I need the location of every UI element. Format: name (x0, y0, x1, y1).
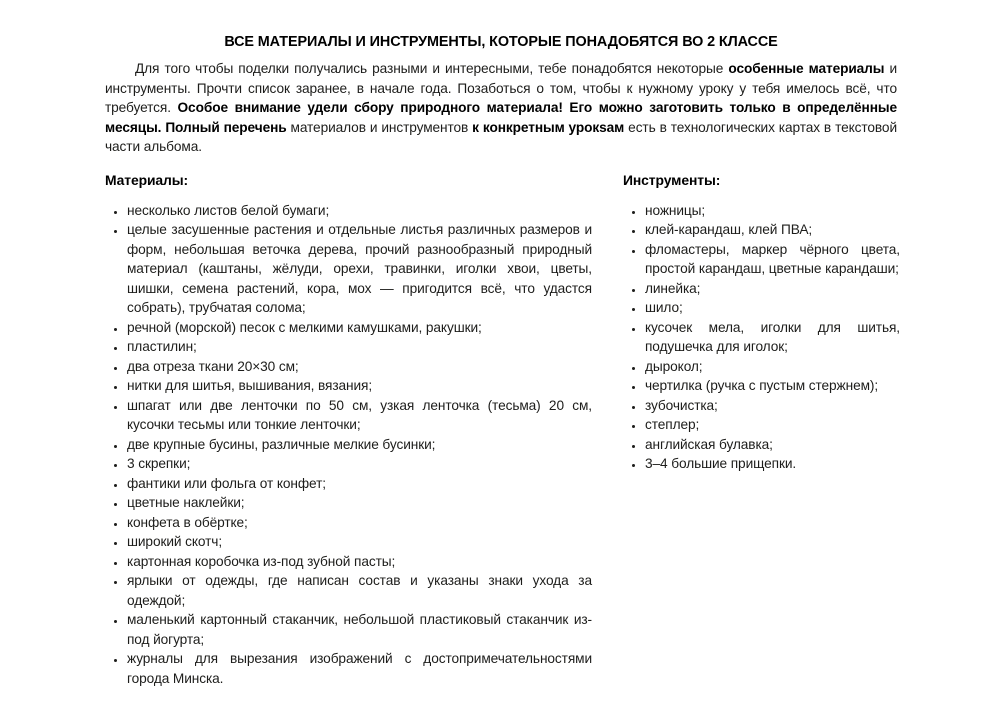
two-column-layout (105, 171, 900, 689)
list-item: • фантики или фольга от конфет; (127, 474, 592, 494)
list-item: • 3 скрепки; (127, 454, 592, 474)
list-item: • шпагат или две ленточки по 50 см, узкая ленточка (тесьма) 20 см, кусочки тесьмы или тонкие ленточки; (127, 396, 592, 435)
intro-text-segment: материалов и инструментов (286, 119, 473, 135)
list-item: • степлер; (645, 415, 900, 435)
list-item: • несколько листов белой бумаги; (127, 201, 592, 221)
materials-heading: Материалы: (105, 171, 189, 188)
page-title: ВСЕ МАТЕРИАЛЫ И ИНСТРУМЕНТЫ, КОТОРЫЕ ПОНАДОБЯТСЯ ВО 2 КЛАССЕ (224, 34, 778, 50)
list-item: • кусочек мела, иголки для шитья, подушечка для иголок; (645, 318, 900, 357)
list-item: • шило; (645, 298, 900, 318)
list-item: • ножницы; (645, 201, 900, 221)
materials-column (105, 171, 592, 689)
list-item: • маленький картонный стаканчик, небольшой пластиковый стаканчик из-под йогурта; (127, 610, 592, 649)
intro-bold-segment: Особое внимание удели сбору природного материала! Его можно заготовить только в определённые месяцы. Полный перечень (105, 100, 897, 135)
list-item: • зубочистка; (645, 396, 900, 416)
list-item: • конфета в обёртке; (127, 513, 592, 533)
list-item: • два отреза ткани 20×30 см; (127, 357, 592, 377)
intro-text-segment: есть в технологических картах в текстовой части альбома. (105, 119, 897, 154)
intro-paragraph (105, 59, 897, 157)
list-item: • цветные наклейки; (127, 493, 592, 513)
intro-text-segment: и инструменты. Прочти список заранее, в начале года. Позаботься о том, чтобы к нужному уроку у тебя имелось всё, что требуется. (105, 61, 898, 115)
list-item: • дырокол; (645, 357, 900, 377)
list-item: • ярлыки от одежды, где написан состав и указаны знаки ухода за одеждой; (127, 571, 592, 610)
list-item: • речной (морской) песок с мелкими камушками, ракушки; (127, 318, 592, 338)
intro-bold-segment: к конкретным урокsам (472, 119, 625, 135)
materials-list (105, 201, 592, 689)
list-item: • линейка; (645, 279, 900, 299)
list-item: • чертилка (ручка с пустым стержнем); (645, 376, 900, 396)
list-item: • нитки для шитья, вышивания, вязания; (127, 376, 592, 396)
list-item: • пластилин; (127, 337, 592, 357)
list-item: • клей-карандаш, клей ПВА; (645, 220, 900, 240)
list-item: • журналы для вырезания изображений с достопримечательностями города Минска. (127, 649, 592, 688)
tools-list (623, 201, 900, 474)
list-item: • английская булавка; (645, 435, 900, 455)
list-item: • 3–4 большие прищепки. (645, 454, 900, 474)
tools-column (623, 171, 900, 689)
tools-heading: Инструменты: (623, 171, 721, 188)
list-item: • картонная коробочка из-под зубной пасты; (127, 552, 592, 572)
intro-bold-segment: особенные материалы (728, 61, 885, 76)
list-item: • фломастеры, маркер чёрного цвета, простой карандаш, цветные карандаши; (645, 240, 900, 279)
list-item: • целые засушенные растения и отдельные листья различных размеров и форм, небольшая веточка дерева, прочий разнообразный природный материал (каштаны, жёлуди, орехи, травинки, иголки хвои, цветы, шишки, семена растений, кора, мох — пригодится всё, что удастся собрать), трубчатая солома; (127, 220, 592, 318)
list-item: • две крупные бусины, различные мелкие бусинки; (127, 435, 592, 455)
list-item: • широкий скотч; (127, 532, 592, 552)
intro-text-segment: Для того чтобы поделки получались разными и интересными, тебе понадобятся некоторые (135, 61, 729, 76)
